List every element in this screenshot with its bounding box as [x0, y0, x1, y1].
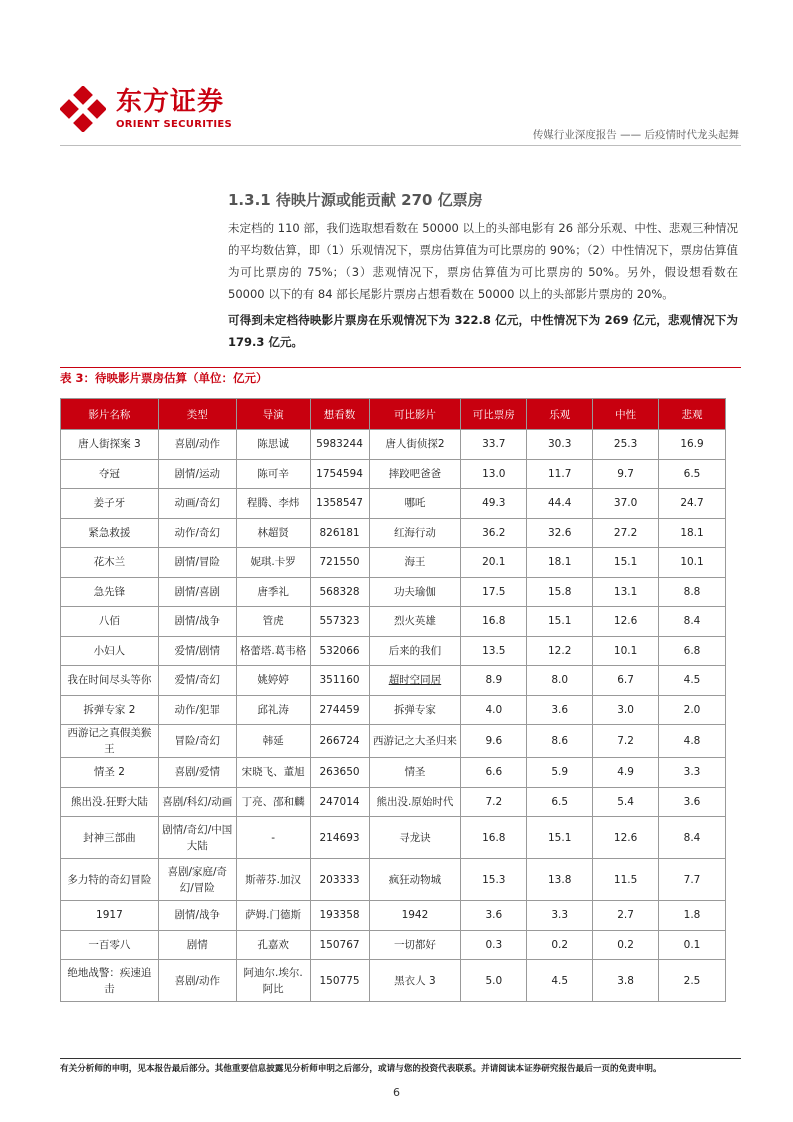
table-cell: 邱礼涛: [236, 695, 310, 725]
table-cell: 18.1: [527, 548, 593, 578]
report-title: 传媒行业深度报告 —— 后疫情时代龙头起舞: [532, 129, 739, 141]
table-cell: 568328: [310, 577, 369, 607]
table-cell: 超时空同居: [369, 666, 461, 696]
table-cell: 13.0: [461, 459, 527, 489]
table-cell: 拆弹专家: [369, 695, 461, 725]
table-cell: 喜剧/家庭/奇幻/冒险: [158, 859, 236, 901]
table-row: [61, 518, 726, 548]
table-cell: 情圣 2: [61, 758, 159, 788]
table-cell: 557323: [310, 607, 369, 637]
table-cell: 急先锋: [61, 577, 159, 607]
table-cell: 8.4: [659, 817, 726, 859]
column-header: 可比影片: [369, 399, 461, 430]
table-cell: 丁亮、邵和麟: [236, 787, 310, 817]
brand-logo: [60, 86, 280, 136]
table-cell: 八佰: [61, 607, 159, 637]
table-cell: 唐人街侦探2: [369, 430, 461, 460]
table-row: [61, 548, 726, 578]
table-cell: 动作/犯罪: [158, 695, 236, 725]
table-cell: 15.3: [461, 859, 527, 901]
table-cell: 6.6: [461, 758, 527, 788]
table-cell: 剧情/战争: [158, 607, 236, 637]
table-cell: 后来的我们: [369, 636, 461, 666]
table-cell: 寻龙诀: [369, 817, 461, 859]
table-cell: 功夫瑜伽: [369, 577, 461, 607]
table-cell: 16.8: [461, 607, 527, 637]
page-number: 6: [393, 1086, 400, 1099]
table-cell: 程腾、李炜: [236, 489, 310, 519]
table-cell: 2.5: [659, 960, 726, 1002]
table-row: [61, 725, 726, 758]
table-cell: 263650: [310, 758, 369, 788]
table-cell: 13.1: [593, 577, 659, 607]
body-paragraph: 未定档的 110 部，我们选取想看数在 50000 以上的头部电影有 26 部分乐观、中性、悲观三种情况的平均数估算，即（1）乐观情况下，票房估算值为可比票房的 90%；（2）中性情况下，票房估算值为可比票房的 75%；（3）悲观情况下，票房估算值为可比票房的 50%。另外，假设想看数在 50000 以下的有 84 部长尾影片票房占想看数在 50000 以上的头部影片票房的 20%。: [228, 221, 738, 301]
table-cell: 13.5: [461, 636, 527, 666]
table-cell: 我在时间尽头等你: [61, 666, 159, 696]
table-cell: 15.8: [527, 577, 593, 607]
table-row: [61, 695, 726, 725]
table-cell: 16.9: [659, 430, 726, 460]
table-cell: 1754594: [310, 459, 369, 489]
table-cell: 多力特的奇幻冒险: [61, 859, 159, 901]
table-cell: 喜剧/动作: [158, 960, 236, 1002]
table-cell: 11.7: [527, 459, 593, 489]
table-cell: 13.8: [527, 859, 593, 901]
table-cell: 斯蒂芬.加汉: [236, 859, 310, 901]
table-cell: 熊出没.原始时代: [369, 787, 461, 817]
table-cell: 6.7: [593, 666, 659, 696]
table-cell: 32.6: [527, 518, 593, 548]
table-cell: 管虎: [236, 607, 310, 637]
table-cell: 唐季礼: [236, 577, 310, 607]
table-cell: 12.2: [527, 636, 593, 666]
table-cell: 33.7: [461, 430, 527, 460]
table-cell: 193358: [310, 901, 369, 931]
table-cell: 826181: [310, 518, 369, 548]
table-row: [61, 459, 726, 489]
table-cell: 喜剧/科幻/动画: [158, 787, 236, 817]
table-cell: 黑衣人 3: [369, 960, 461, 1002]
table-cell: 16.8: [461, 817, 527, 859]
table-cell: 25.3: [593, 430, 659, 460]
footer-disclaimer: 有关分析师的申明，见本报告最后部分。其他重要信息披露见分析师申明之后部分，或请与您的投资代表联系。并请阅读本证券研究报告最后一页的免责申明。: [60, 1064, 662, 1074]
table-cell: 疯狂动物城: [369, 859, 461, 901]
table-row: [61, 666, 726, 696]
header-divider: [60, 145, 741, 146]
table-cell: 351160: [310, 666, 369, 696]
table-cell: 8.9: [461, 666, 527, 696]
table-row: [61, 489, 726, 519]
table-cell: 4.5: [659, 666, 726, 696]
table-cell: 动画/奇幻: [158, 489, 236, 519]
table-cell: 12.6: [593, 817, 659, 859]
table-row: [61, 960, 726, 1002]
table-cell: 韩延: [236, 725, 310, 758]
column-header: 影片名称: [61, 399, 159, 430]
table-cell: 15.1: [527, 607, 593, 637]
column-header: 导演: [236, 399, 310, 430]
table-cell: 海王: [369, 548, 461, 578]
table-cell: 721550: [310, 548, 369, 578]
table-cell: 哪吒: [369, 489, 461, 519]
table-cell: 爱情/奇幻: [158, 666, 236, 696]
table-cell: 17.5: [461, 577, 527, 607]
table-cell: 3.6: [461, 901, 527, 931]
table-cell: 0.1: [659, 930, 726, 960]
table-row: [61, 930, 726, 960]
table-cell: 林超贤: [236, 518, 310, 548]
brand-name-en: ORIENT SECURITIES: [116, 119, 233, 130]
table-cell: 萨姆.门德斯: [236, 901, 310, 931]
table-cell: 格蕾塔.葛韦格: [236, 636, 310, 666]
table-cell: 绝地战警：疾速追击: [61, 960, 159, 1002]
table-cell: 7.2: [461, 787, 527, 817]
table-cell: 15.1: [527, 817, 593, 859]
table-row: [61, 758, 726, 788]
table-cell: 剧情: [158, 930, 236, 960]
table-cell: 陈思诚: [236, 430, 310, 460]
table-cell: 一百零八: [61, 930, 159, 960]
table-cell: 冒险/奇幻: [158, 725, 236, 758]
table-cell: 0.3: [461, 930, 527, 960]
table-cell: 15.1: [593, 548, 659, 578]
orient-logo-icon: [60, 86, 106, 132]
table-cell: 10.1: [659, 548, 726, 578]
table-cell: 150775: [310, 960, 369, 1002]
table-row: [61, 577, 726, 607]
table-cell: 8.4: [659, 607, 726, 637]
table-cell: 3.6: [527, 695, 593, 725]
table-cell: 18.1: [659, 518, 726, 548]
table-cell: 3.3: [659, 758, 726, 788]
table-cell: 唐人街探案 3: [61, 430, 159, 460]
table-cell: 姚婷婷: [236, 666, 310, 696]
table-row: [61, 430, 726, 460]
table-cell: 3.3: [527, 901, 593, 931]
table-cell: 紧急救援: [61, 518, 159, 548]
table-cell: 孔嘉欢: [236, 930, 310, 960]
table-cell: 2.0: [659, 695, 726, 725]
table-cell: 49.3: [461, 489, 527, 519]
table-row: [61, 607, 726, 637]
table-cell: 一切都好: [369, 930, 461, 960]
caption-divider: [60, 367, 741, 368]
brand-name-cn: 东方证券: [116, 87, 225, 117]
table-cell: 274459: [310, 695, 369, 725]
table-cell: 陈可辛: [236, 459, 310, 489]
table-cell: 喜剧/爱情: [158, 758, 236, 788]
table-cell: 0.2: [527, 930, 593, 960]
table-cell: 9.6: [461, 725, 527, 758]
conclusion-paragraph: 可得到未定档待映影片票房在乐观情况下为 322.8 亿元，中性情况下为 269 亿元，悲观情况下为 179.3 亿元。: [228, 313, 738, 349]
table-row: [61, 859, 726, 901]
table-cell: 4.9: [593, 758, 659, 788]
table-cell: 1917: [61, 901, 159, 931]
table-cell: 宋晓飞、董旭: [236, 758, 310, 788]
table-cell: 拆弹专家 2: [61, 695, 159, 725]
table-cell: 5.4: [593, 787, 659, 817]
table-cell: 封神三部曲: [61, 817, 159, 859]
table-cell: 37.0: [593, 489, 659, 519]
column-header: 可比票房: [461, 399, 527, 430]
table-cell: 44.4: [527, 489, 593, 519]
footer-divider: [60, 1058, 741, 1059]
table-cell: 532066: [310, 636, 369, 666]
table-cell: 1.8: [659, 901, 726, 931]
column-header: 乐观: [527, 399, 593, 430]
table-cell: 5.9: [527, 758, 593, 788]
table-cell: -: [236, 817, 310, 859]
table-cell: 6.5: [527, 787, 593, 817]
table-cell: 6.8: [659, 636, 726, 666]
table-cell: 摔跤吧爸爸: [369, 459, 461, 489]
table-cell: 1942: [369, 901, 461, 931]
table-cell: 3.0: [593, 695, 659, 725]
table-cell: 剧情/运动: [158, 459, 236, 489]
table-cell: 203333: [310, 859, 369, 901]
table-cell: 动作/奇幻: [158, 518, 236, 548]
table-cell: 10.1: [593, 636, 659, 666]
table-cell: 1358547: [310, 489, 369, 519]
column-header: 类型: [158, 399, 236, 430]
table-cell: 姜子牙: [61, 489, 159, 519]
table-cell: 150767: [310, 930, 369, 960]
table-cell: 6.5: [659, 459, 726, 489]
table-cell: 喜剧/动作: [158, 430, 236, 460]
table-cell: 熊出没.狂野大陆: [61, 787, 159, 817]
table-cell: 阿迪尔.埃尔.阿比: [236, 960, 310, 1002]
table-cell: 7.7: [659, 859, 726, 901]
table-cell: 剧情/战争: [158, 901, 236, 931]
table-cell: 5.0: [461, 960, 527, 1002]
table-cell: 8.8: [659, 577, 726, 607]
table-cell: 剧情/喜剧: [158, 577, 236, 607]
table-cell: 5983244: [310, 430, 369, 460]
table-cell: 8.6: [527, 725, 593, 758]
table-cell: 4.0: [461, 695, 527, 725]
table-cell: 27.2: [593, 518, 659, 548]
table-cell: 3.8: [593, 960, 659, 1002]
table-cell: 0.2: [593, 930, 659, 960]
table-cell: 4.5: [527, 960, 593, 1002]
table-header-row: [61, 399, 726, 430]
table-cell: 情圣: [369, 758, 461, 788]
table-cell: 24.7: [659, 489, 726, 519]
table-row: [61, 901, 726, 931]
table-cell: 剧情/奇幻/中国大陆: [158, 817, 236, 859]
section-title: 1.3.1 待映片源或能贡献 270 亿票房: [228, 191, 483, 209]
table-cell: 4.8: [659, 725, 726, 758]
table-cell: 7.2: [593, 725, 659, 758]
table-cell: 剧情/冒险: [158, 548, 236, 578]
table-row: [61, 636, 726, 666]
table-cell: 214693: [310, 817, 369, 859]
table-cell: 11.5: [593, 859, 659, 901]
table-cell: 266724: [310, 725, 369, 758]
table-cell: 8.0: [527, 666, 593, 696]
table-caption: 表 3：待映影片票房估算（单位：亿元）: [60, 371, 268, 385]
table-cell: 爱情/剧情: [158, 636, 236, 666]
table-cell: 3.6: [659, 787, 726, 817]
box-office-table: [60, 398, 726, 1002]
table-cell: 30.3: [527, 430, 593, 460]
table-row: [61, 817, 726, 859]
table-cell: 西游记之真假美猴王: [61, 725, 159, 758]
table-cell: 9.7: [593, 459, 659, 489]
table-cell: 夺冠: [61, 459, 159, 489]
column-header: 悲观: [659, 399, 726, 430]
table-cell: 红海行动: [369, 518, 461, 548]
table-cell: 36.2: [461, 518, 527, 548]
table-cell: 西游记之大圣归来: [369, 725, 461, 758]
table-cell: 烈火英雄: [369, 607, 461, 637]
table-cell: 12.6: [593, 607, 659, 637]
table-cell: 20.1: [461, 548, 527, 578]
table-cell: 小妇人: [61, 636, 159, 666]
column-header: 想看数: [310, 399, 369, 430]
table-cell: 花木兰: [61, 548, 159, 578]
table-cell: 妮琪.卡罗: [236, 548, 310, 578]
table-cell: 2.7: [593, 901, 659, 931]
column-header: 中性: [593, 399, 659, 430]
table-cell: 247014: [310, 787, 369, 817]
table-row: [61, 787, 726, 817]
